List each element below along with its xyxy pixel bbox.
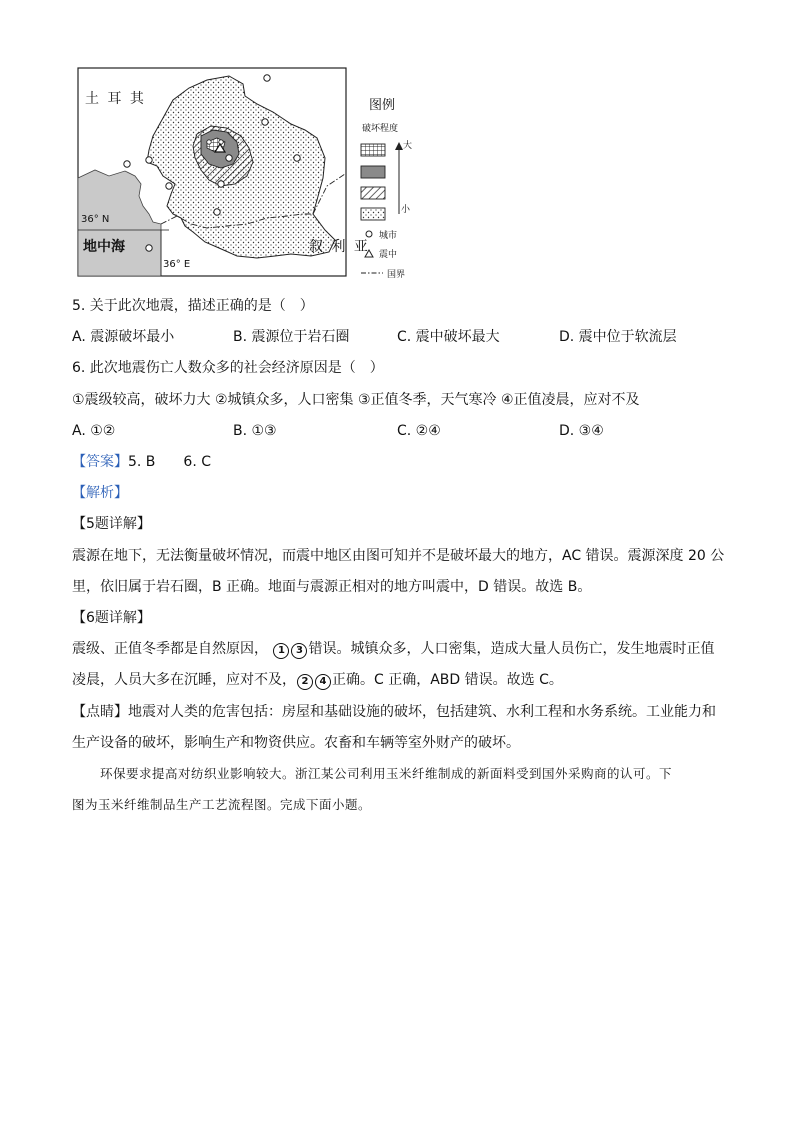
- city-dot: [146, 245, 152, 251]
- analysis-label: 【解析】: [72, 485, 128, 501]
- earthquake-damage-map: [77, 66, 417, 280]
- detail6-line1: [72, 639, 714, 659]
- answer-line: [72, 452, 211, 472]
- detail5-line2: 里，依旧属于岩石圈，B 正确。地面与震源正相对的地方叫震中，D 错误。故选 B。: [72, 579, 592, 595]
- q6-statements: ①震级较高，破坏力大 ②城镇众多，人口密集 ③正值冬季，天气寒冷 ④正值凌晨，应对不及: [72, 392, 640, 408]
- q5-option-d: D. 震中位于软流层: [559, 329, 677, 345]
- city-dot: [166, 183, 172, 189]
- label-syria: 叙 利 亚: [309, 239, 370, 255]
- circled-number: 4: [315, 674, 331, 690]
- legend-title: 图例: [369, 98, 396, 113]
- q6-option-b: B. ①③: [233, 423, 277, 439]
- q5-option-b: B. 震源位于岩石圈: [233, 329, 350, 345]
- q5-option-a: A. 震源破坏最小: [72, 329, 175, 345]
- circled-number: 3: [291, 643, 307, 659]
- q5-option-c: C. 震中破坏最大: [397, 329, 500, 345]
- circled-number: 2: [297, 674, 313, 690]
- tip-text1: 地震对人类的危害包括：房屋和基础设施的破坏，包括建筑、水利工程和水务系统。工业能力和: [128, 704, 716, 720]
- q6-option-a: A. ①②: [72, 423, 116, 439]
- detail6-line1-a: 震级、正值冬季都是自然原因，: [72, 641, 268, 657]
- detail6-title: 【6题详解】: [72, 610, 151, 626]
- city-dot: [219, 140, 223, 144]
- legend-big-label: 大: [403, 141, 413, 151]
- city-dot: [294, 155, 300, 161]
- detail5-line1: 震源在地下，无法衡量破坏情况，而震中地区由图可知并不是破坏最大的地方，AC 错误。震源深度 20 公: [72, 548, 725, 564]
- label-latitude: 36° N: [81, 214, 110, 225]
- circled-number: 1: [273, 643, 289, 659]
- label-longitude: 36° E: [163, 259, 191, 270]
- label-turkey: 土 耳 其: [85, 91, 146, 107]
- tip-line1: [72, 702, 716, 722]
- answer-text: 5. B 6. C: [128, 454, 211, 470]
- detail6-line2-b: 正确。C 正确，ABD 错误。故选 C。: [332, 672, 563, 688]
- city-dot: [207, 140, 211, 144]
- tip-label: 【点睛】: [72, 704, 128, 720]
- city-dot: [226, 155, 232, 161]
- city-dot: [146, 157, 152, 163]
- answer-label: 【答案】: [72, 454, 128, 470]
- q6-stem: 6. 此次地震伤亡人数众多的社会经济原因是（ ）: [72, 360, 384, 376]
- city-dot: [264, 75, 270, 81]
- legend-city-label: 城市: [379, 231, 398, 241]
- q6-option-d: D. ③④: [559, 423, 604, 439]
- legend-border-label: 国界: [387, 270, 406, 280]
- detail6-line2-a: 凌晨，人员大多在沉睡，应对不及，: [72, 672, 296, 688]
- detail5-title: 【5题详解】: [72, 516, 151, 532]
- legend-damage-label: 破坏程度: [362, 124, 399, 134]
- legend-small-label: 小: [401, 205, 411, 215]
- next-intro-line1: 环保要求提高对纺织业影响较大。浙江某公司利用玉米纤维制成的新面料受到国外采购商的认可。下: [100, 766, 673, 781]
- city-dot: [124, 161, 130, 167]
- label-mediterranean: 地中海: [83, 239, 125, 255]
- next-intro-line2: 图为玉米纤维制品生产工艺流程图。完成下面小题。: [72, 797, 372, 812]
- detail6-line1-b: 错误。城镇众多，人口密集，造成大量人员伤亡，发生地震时正值: [308, 641, 715, 657]
- tip-line2: 生产设备的破坏，影响生产和物资供应。农畜和车辆等室外财产的破坏。: [72, 735, 520, 751]
- q6-option-c: C. ②④: [397, 423, 441, 439]
- legend-epicenter-label: 震中: [379, 250, 398, 260]
- q5-stem: 5. 关于此次地震，描述正确的是（ ）: [72, 298, 314, 314]
- detail6-line2: [72, 670, 563, 690]
- city-dot: [262, 119, 268, 125]
- city-dot: [218, 181, 224, 187]
- city-dot: [214, 209, 220, 215]
